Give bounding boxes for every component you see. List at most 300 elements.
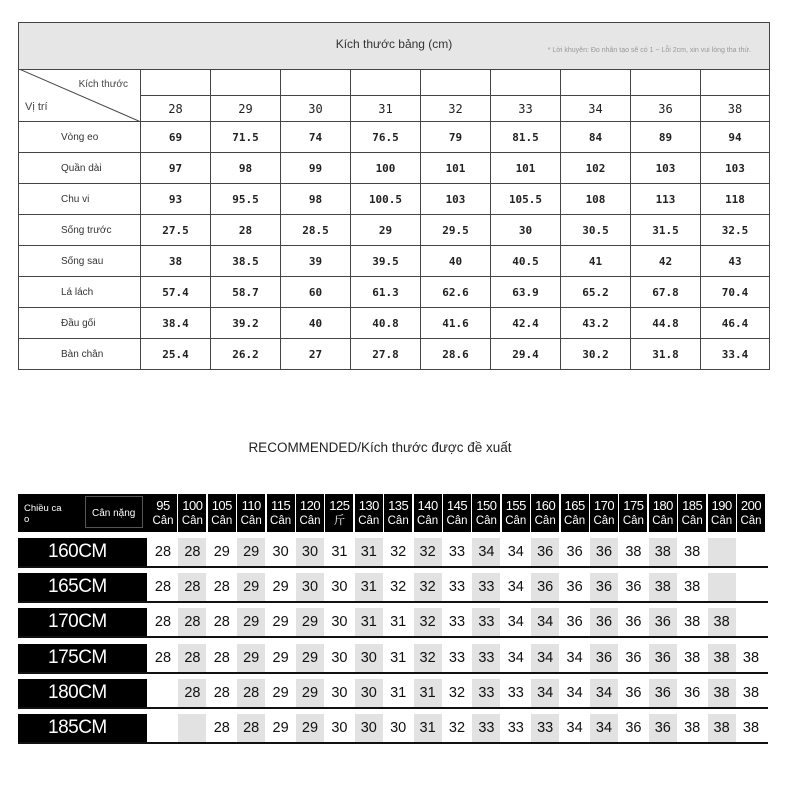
measurement-value: 103 <box>631 153 701 184</box>
recommended-size: 34 <box>566 720 583 736</box>
size-table-header <box>19 23 769 70</box>
recommended-size: 36 <box>595 579 613 595</box>
measurement-value: 71.5 <box>211 122 281 153</box>
recommended-size: 36 <box>566 544 583 560</box>
recommended-size: 28 <box>213 650 230 666</box>
weight-unit: Cân <box>711 515 733 527</box>
recommended-size: 36 <box>654 614 671 630</box>
weight-header-cell <box>590 494 618 532</box>
recommended-size: 29 <box>243 650 260 666</box>
height-label: 175CM <box>18 644 147 672</box>
recommended-size: 38 <box>684 579 701 595</box>
weight-unit: Cân <box>505 515 527 527</box>
weight-header-cell <box>443 494 471 532</box>
recommended-size: 33 <box>478 720 495 736</box>
recommended-size: 31 <box>331 544 348 560</box>
measurement-value: 31.5 <box>631 215 701 246</box>
recommended-size: 34 <box>537 650 554 666</box>
measurement-row <box>19 184 769 215</box>
measurement-value: 63.9 <box>491 277 561 308</box>
weight-value: 110 <box>241 498 261 513</box>
blank-header-cell <box>701 69 769 96</box>
recommended-size: 36 <box>537 579 554 595</box>
measurement-row <box>19 339 769 370</box>
weight-value: 115 <box>270 498 291 513</box>
measurement-label: Lá lách <box>19 277 141 308</box>
recommended-size: 30 <box>301 544 319 560</box>
recommended-size: 36 <box>654 650 671 666</box>
weight-unit: Cân <box>446 515 468 527</box>
measurement-value: 28.6 <box>421 339 491 370</box>
measurement-value: 93 <box>141 184 211 215</box>
measurement-value: 101 <box>421 153 491 184</box>
measurement-value: 41 <box>561 246 631 277</box>
measurement-value: 30.2 <box>561 339 631 370</box>
weight-value: 125 <box>329 498 350 513</box>
measurement-value: 81.5 <box>491 122 561 153</box>
recommended-size: 28 <box>184 544 201 560</box>
recommended-size: 28 <box>154 614 172 630</box>
measurement-value: 40 <box>421 246 491 277</box>
recommended-size: 38 <box>713 650 730 666</box>
measurement-value: 105.5 <box>491 184 561 215</box>
weight-value: 170 <box>593 498 615 513</box>
weight-header-cell <box>296 494 324 532</box>
recommended-size: 33 <box>507 685 524 701</box>
recommended-size: 34 <box>478 544 495 560</box>
measurement-value: 70.4 <box>701 277 769 308</box>
measurement-value: 40.8 <box>351 308 421 339</box>
weight-value: 135 <box>388 498 409 513</box>
blank-header-cell <box>351 69 421 96</box>
recommended-size: 32 <box>448 720 466 736</box>
weight-header-cell <box>708 494 736 532</box>
recommended-size: 36 <box>566 614 583 630</box>
measurement-value: 95.5 <box>211 184 281 215</box>
measurement-row <box>19 122 769 153</box>
measurement-value: 44.8 <box>631 308 701 339</box>
measurement-label: Chu vi <box>19 184 141 215</box>
measurement-label: Quần dài <box>19 153 141 184</box>
weight-header-cell <box>737 494 765 532</box>
measurement-value: 38.4 <box>141 308 211 339</box>
measurement-value: 58.7 <box>211 277 281 308</box>
size-table <box>18 22 770 370</box>
size-header-cell: 28 <box>141 96 211 122</box>
measurement-value: 39.5 <box>351 246 421 277</box>
recommended-size: 29 <box>243 579 260 595</box>
measurement-value: 102 <box>561 153 631 184</box>
measurement-value: 27.8 <box>351 339 421 370</box>
weight-header-cell <box>237 494 265 532</box>
recommended-size: 36 <box>625 720 642 736</box>
measurement-value: 39.2 <box>211 308 281 339</box>
recommended-size: 36 <box>625 579 642 595</box>
measurement-value: 61.3 <box>351 277 421 308</box>
measurement-value: 118 <box>701 184 769 215</box>
recommended-size: 34 <box>507 614 524 630</box>
size-header-cell: 29 <box>211 96 281 122</box>
recommended-size: 36 <box>684 685 701 701</box>
recommended-size: 34 <box>507 579 524 595</box>
measurement-value: 97 <box>141 153 211 184</box>
recommended-size: 32 <box>390 579 407 595</box>
weight-value: 165 <box>564 498 585 513</box>
recommended-size: 38 <box>684 614 701 630</box>
measurement-value: 29.4 <box>491 339 561 370</box>
weight-unit: Cân <box>152 515 174 527</box>
weight-header-cell <box>149 494 177 532</box>
recommended-size: 31 <box>390 614 407 630</box>
recommended-size: 30 <box>331 579 348 595</box>
weight-unit: Cân <box>299 515 321 527</box>
weight-header-cell <box>414 494 442 532</box>
measurement-value: 60 <box>281 277 351 308</box>
blank-header-cell <box>561 69 631 96</box>
recommended-size: 28 <box>154 650 172 666</box>
weight-value: 190 <box>711 498 732 513</box>
recommended-size: 31 <box>360 579 377 595</box>
weight-unit: Cân <box>387 515 409 527</box>
recommended-size: 29 <box>243 614 260 630</box>
recommended-size: 28 <box>243 720 260 736</box>
recommended-size: 36 <box>625 650 642 666</box>
weight-header-cell <box>678 494 706 532</box>
recommended-size: 29 <box>213 544 230 560</box>
recommended-size: 34 <box>537 685 554 701</box>
recommended-size: 30 <box>390 720 407 736</box>
recommended-size: 29 <box>272 650 289 666</box>
recommended-size: 28 <box>184 614 201 630</box>
shaded-cell <box>708 538 736 566</box>
blank-header-row <box>141 69 769 96</box>
recommended-size: 28 <box>243 685 260 701</box>
measurement-value: 32.5 <box>701 215 769 246</box>
measurement-value: 84 <box>561 122 631 153</box>
recommended-size: 33 <box>448 544 466 560</box>
weight-header-cell <box>267 494 295 532</box>
measurement-row <box>19 153 769 184</box>
weight-unit: Cân <box>740 515 762 527</box>
measurement-value: 28.5 <box>281 215 351 246</box>
measurement-label: Bàn chân <box>19 339 141 370</box>
recommended-size: 30 <box>272 544 289 560</box>
measurement-value: 62.6 <box>421 277 491 308</box>
recommended-size: 34 <box>595 720 613 736</box>
measurement-value: 69 <box>141 122 211 153</box>
recommended-size: 38 <box>654 579 671 595</box>
recommended-size: 28 <box>213 720 230 736</box>
size-header-cell: 31 <box>351 96 421 122</box>
recommended-size: 34 <box>595 685 613 701</box>
recommended-size: 30 <box>301 579 319 595</box>
measurement-value: 94 <box>701 122 769 153</box>
recommended-size: 29 <box>272 720 289 736</box>
weight-value: 175 <box>623 498 644 513</box>
recommended-size: 38 <box>684 720 701 736</box>
recommended-size: 33 <box>507 720 524 736</box>
weight-header-cell <box>649 494 677 532</box>
recommended-size: 29 <box>272 685 289 701</box>
recommended-size: 33 <box>448 650 466 666</box>
weight-unit: Cân <box>564 515 586 527</box>
blank-header-cell <box>281 69 351 96</box>
measurement-value: 28 <box>211 215 281 246</box>
weight-value: 105 <box>211 498 232 513</box>
recommended-size: 38 <box>713 685 730 701</box>
recommended-size: 33 <box>448 579 466 595</box>
recommended-size: 36 <box>625 685 642 701</box>
weight-header-cell <box>355 494 383 532</box>
recommended-size: 33 <box>478 614 495 630</box>
weight-value: 160 <box>535 498 556 513</box>
measurement-value: 29.5 <box>421 215 491 246</box>
weight-unit: Cân <box>622 515 644 527</box>
measurement-value: 39 <box>281 246 351 277</box>
measurement-value: 42.4 <box>491 308 561 339</box>
recommended-size: 32 <box>390 544 407 560</box>
size-header-row <box>141 96 769 122</box>
row-divider <box>18 601 768 603</box>
recommended-size: 38 <box>684 544 701 560</box>
recommended-size: 33 <box>478 579 495 595</box>
measurement-value: 31.8 <box>631 339 701 370</box>
measurement-value: 40.5 <box>491 246 561 277</box>
recommended-size: 38 <box>742 650 760 666</box>
recommended-size: 38 <box>713 720 730 736</box>
recommended-size: 30 <box>331 614 348 630</box>
weight-header-cell <box>384 494 412 532</box>
measurement-value: 99 <box>281 153 351 184</box>
measurement-value: 101 <box>491 153 561 184</box>
recommended-size: 28 <box>154 544 172 560</box>
weight-unit: Cân <box>475 515 497 527</box>
measurement-value: 108 <box>561 184 631 215</box>
row-divider <box>18 566 768 568</box>
size-header-cell: 32 <box>421 96 491 122</box>
size-header-cell: 33 <box>491 96 561 122</box>
height-header-label: Chiều ca o <box>24 503 62 525</box>
blank-header-cell <box>141 69 211 96</box>
recommended-size: 33 <box>478 650 495 666</box>
weight-header-cell <box>619 494 647 532</box>
recommended-size: 30 <box>360 720 377 736</box>
recommended-size: 36 <box>654 685 671 701</box>
recommended-size: 38 <box>625 544 642 560</box>
recommended-size: 32 <box>448 685 466 701</box>
measurement-row <box>19 215 769 246</box>
blank-header-cell <box>631 69 701 96</box>
weight-value: 200 <box>740 498 762 513</box>
measurement-value: 100.5 <box>351 184 421 215</box>
recommended-size: 30 <box>360 650 377 666</box>
recommended-size: 38 <box>654 544 671 560</box>
weight-unit: Cân <box>534 515 556 527</box>
measurement-value: 30 <box>491 215 561 246</box>
measurement-row <box>19 308 769 339</box>
recommended-size: 36 <box>654 720 671 736</box>
measurement-value: 74 <box>281 122 351 153</box>
weight-unit: Cân <box>681 515 703 527</box>
recommended-size: 34 <box>507 544 524 560</box>
weight-value: 185 <box>682 498 703 513</box>
weight-value: 95 <box>156 498 170 513</box>
weight-header-cell <box>531 494 559 532</box>
measurement-value: 103 <box>421 184 491 215</box>
recommended-size: 28 <box>154 579 172 595</box>
row-divider <box>18 742 768 744</box>
measurement-value: 46.4 <box>701 308 769 339</box>
recommended-size: 28 <box>213 614 230 630</box>
size-header-cell: 38 <box>701 96 769 122</box>
measurement-value: 43.2 <box>561 308 631 339</box>
height-label: 165CM <box>18 573 147 601</box>
recommended-size: 29 <box>301 614 319 630</box>
recommended-size: 33 <box>478 685 495 701</box>
weight-header-cell <box>178 494 206 532</box>
recommended-size: 31 <box>390 650 407 666</box>
weight-unit: Cân <box>181 515 203 527</box>
weight-header-label: Cân nặng <box>92 508 136 519</box>
weight-value: 120 <box>299 498 321 513</box>
weight-unit: Cân <box>358 515 380 527</box>
recommended-size: 36 <box>595 544 613 560</box>
measurement-value: 103 <box>701 153 769 184</box>
weight-header-cell <box>472 494 500 532</box>
recommended-size: 31 <box>419 685 436 701</box>
weight-value: 100 <box>182 498 203 513</box>
recommended-size: 30 <box>331 685 348 701</box>
measurement-value: 41.6 <box>421 308 491 339</box>
measurement-value: 33.4 <box>721 348 749 361</box>
recommended-size: 29 <box>243 544 260 560</box>
recommended-title: RECOMMENDED/Kích thước được đề xuất <box>248 440 512 455</box>
measurement-value: 67.8 <box>631 277 701 308</box>
measurement-value: 113 <box>631 184 701 215</box>
blank-header-cell <box>211 69 281 96</box>
row-divider <box>18 636 768 638</box>
measurement-value: 38 <box>141 246 211 277</box>
recommended-size: 28 <box>184 579 201 595</box>
measurement-value: 98 <box>211 153 281 184</box>
measurement-label: Sống sau <box>19 246 141 277</box>
weight-unit: Cân <box>593 515 615 527</box>
weight-unit: Cân <box>270 515 292 527</box>
measurement-value: 79 <box>421 122 491 153</box>
weight-value: 140 <box>417 498 438 513</box>
recommended-size: 38 <box>742 720 760 736</box>
recommended-size: 29 <box>301 720 319 736</box>
recommended-size: 38 <box>742 685 760 701</box>
size-header-cell: 34 <box>561 96 631 122</box>
measurement-value: 42 <box>631 246 701 277</box>
recommended-size: 32 <box>419 544 436 560</box>
weight-unit: 斤 <box>333 515 346 527</box>
weight-header-cell <box>208 494 236 532</box>
recommended-size: 38 <box>684 650 701 666</box>
measurement-label: Vòng eo <box>19 122 141 153</box>
diagonal-divider <box>19 69 141 122</box>
recommended-size: 31 <box>419 720 436 736</box>
recommended-size: 34 <box>537 614 554 630</box>
recommended-size: 29 <box>301 685 319 701</box>
measurement-value: 100 <box>351 153 421 184</box>
recommended-size: 32 <box>419 650 436 666</box>
weight-value: 155 <box>505 498 526 513</box>
row-divider <box>18 672 768 674</box>
weight-header-cell <box>502 494 530 532</box>
blank-header-cell <box>421 69 491 96</box>
weight-unit: Cân <box>652 515 674 527</box>
recommended-size: 31 <box>390 685 407 701</box>
recommended-size: 30 <box>331 720 348 736</box>
height-label: 160CM <box>18 538 147 566</box>
measurement-value: 40 <box>281 308 351 339</box>
recommended-size: 34 <box>566 650 583 666</box>
recommended-size: 30 <box>360 685 377 701</box>
weight-unit: Cân <box>417 515 439 527</box>
weight-value: 150 <box>476 498 497 513</box>
recommended-size: 36 <box>566 579 583 595</box>
measurement-value: 98 <box>281 184 351 215</box>
size-header-cell: 36 <box>631 96 701 122</box>
measurement-value: 43 <box>701 246 769 277</box>
shaded-cell <box>708 573 736 601</box>
measurement-note: * Lời khuyên: Đo nhân tạo sẽ có 1 ~ Lỗi 2cm, xin vui lòng tha thứ. <box>547 47 751 54</box>
row-divider <box>18 707 768 709</box>
recommended-size: 32 <box>419 614 436 630</box>
recommended-size: 36 <box>595 650 613 666</box>
measurement-label: Sống trước <box>19 215 141 246</box>
measurement-value: 65.2 <box>561 277 631 308</box>
size-table-title: Kích thước bảng (cm) <box>335 37 453 51</box>
measurement-value: 57.4 <box>141 277 211 308</box>
measurement-label: Đầu gối <box>19 308 141 339</box>
measurement-row <box>19 277 769 308</box>
recommended-size: 28 <box>184 650 201 666</box>
shaded-cell <box>178 714 206 742</box>
measurement-value: 38.5 <box>211 246 281 277</box>
recommended-size: 32 <box>419 579 436 595</box>
recommended-size: 31 <box>360 544 377 560</box>
recommended-size: 36 <box>595 614 613 630</box>
weight-unit: Cân <box>240 515 262 527</box>
measurement-value: 89 <box>631 122 701 153</box>
recommended-size: 28 <box>213 579 230 595</box>
weight-header-cell <box>561 494 589 532</box>
measurement-value: 30.5 <box>561 215 631 246</box>
measurement-row <box>19 246 769 277</box>
recommended-size: 28 <box>213 685 230 701</box>
measurement-value: 29 <box>351 215 421 246</box>
height-label: 180CM <box>18 679 147 707</box>
measurement-value: 27.5 <box>141 215 211 246</box>
corner-label-size: Kích thước <box>78 79 128 90</box>
blank-header-cell <box>491 69 561 96</box>
recommended-size: 31 <box>360 614 377 630</box>
weight-value: 130 <box>358 498 379 513</box>
corner-header-cell <box>19 69 141 122</box>
recommended-size: 34 <box>566 685 583 701</box>
size-header-cell: 30 <box>281 96 351 122</box>
weight-value: 145 <box>446 498 468 513</box>
recommended-size: 30 <box>331 650 348 666</box>
recommended-size: 33 <box>448 614 466 630</box>
recommended-size: 28 <box>184 685 201 701</box>
weight-value: 180 <box>652 498 673 513</box>
height-label: 185CM <box>18 714 147 742</box>
recommended-size: 29 <box>301 650 319 666</box>
